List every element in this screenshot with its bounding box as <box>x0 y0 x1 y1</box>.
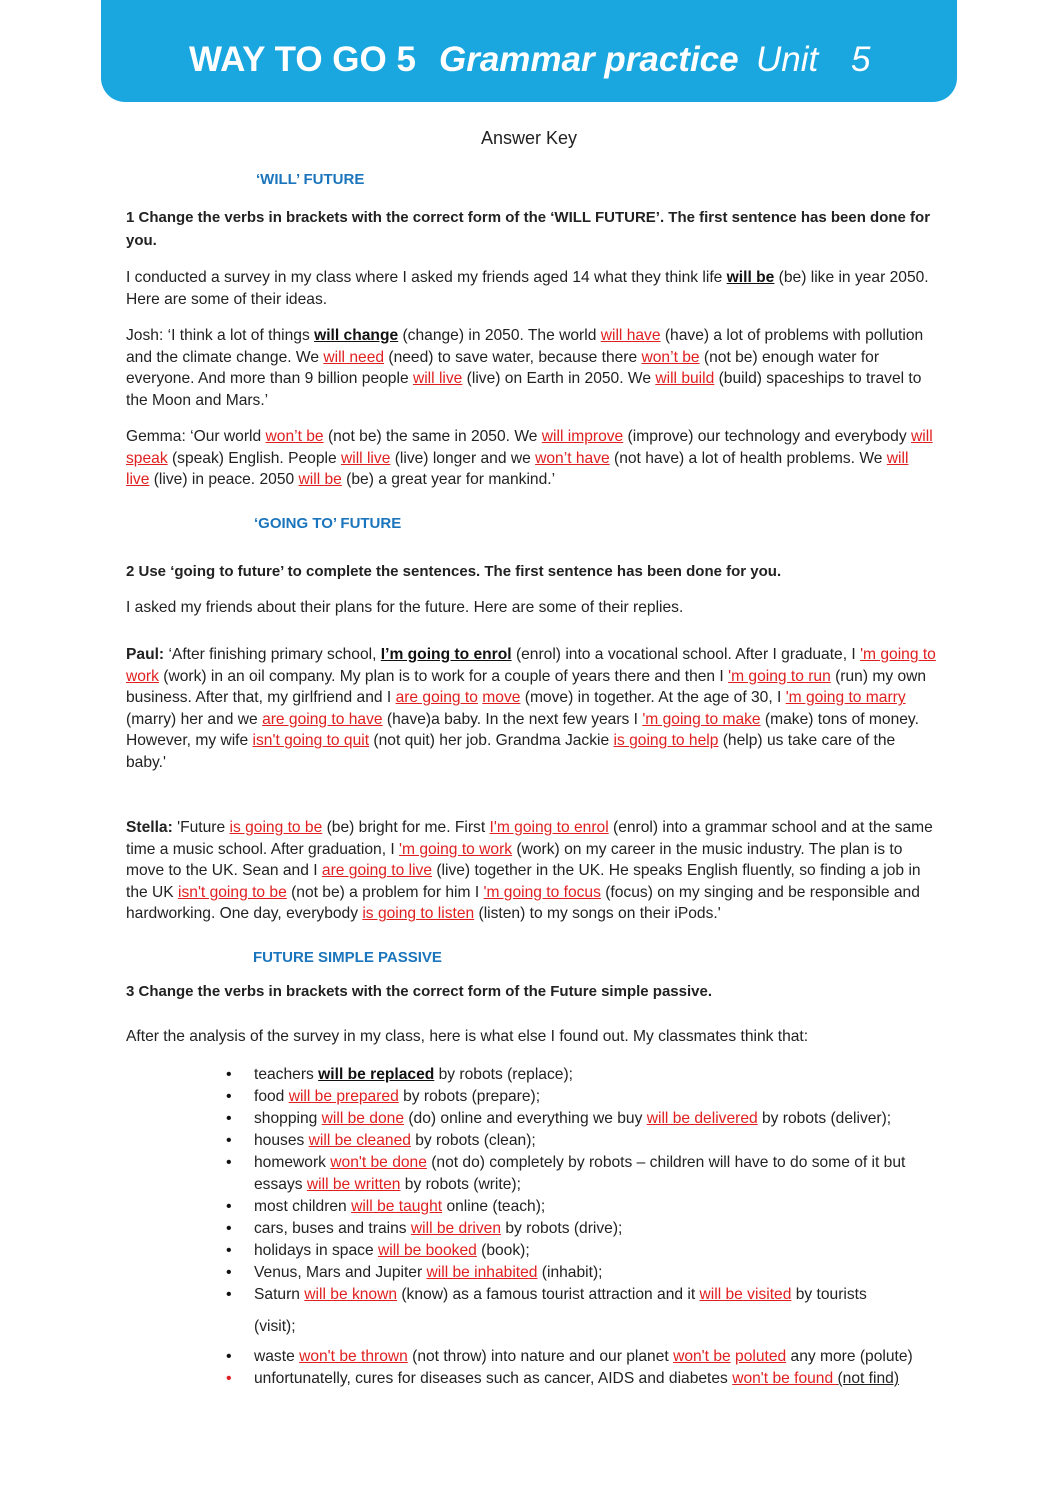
answer: won’t be <box>265 428 324 445</box>
answer: 'm going to marry <box>785 689 906 707</box>
example-answer: I’m going to enrol <box>380 646 512 663</box>
list-item: • houses will be cleaned by robots (clean); <box>226 1130 946 1152</box>
answer: will be delivered <box>646 1110 758 1127</box>
answer: won't be done <box>330 1154 427 1171</box>
answer: 'm going to make <box>642 710 761 728</box>
josh-paragraph: Josh: ‘I think a lot of things will change (change) in 2050. The world will have (have) a lot of problems with pollution and the climate change. We will need (need) to save water, because there won’t be (not be) enough water for everyone. And more than 9 billion people will live (live) on Earth in 2050. We will build (build) spaceships to travel to the Moon and Mars.’ <box>126 327 924 409</box>
list-item: • most children will be taught online (teach); <box>226 1196 946 1218</box>
answer: poluted <box>735 1348 787 1365</box>
list-item: • unfortunatelly, cures for diseases such as cancer, AIDS and diabetes won't be found (not find) <box>226 1368 946 1390</box>
answer: 'm going to work <box>126 646 936 685</box>
header-series-title: WAY TO GO 5 <box>189 40 416 79</box>
answer: will be taught <box>351 1198 443 1215</box>
section1-instruction: 1 Change the verbs in brackets with the correct form of the ‘WILL FUTURE’. The first sentence has been done for you. <box>126 209 931 249</box>
answer: 'm going to run <box>728 667 831 685</box>
list-item: • holidays in space will be booked (book); <box>226 1240 946 1262</box>
section2-intro: I asked my friends about their plans for the future. Here are some of their replies. <box>126 599 684 616</box>
answer: will build <box>655 370 715 388</box>
header-unit-number: 5 <box>851 40 871 79</box>
speaker-name: Stella: <box>126 819 173 836</box>
answer: will need <box>323 348 385 366</box>
answer: will live <box>412 370 463 388</box>
answer: will live <box>126 449 909 489</box>
paul-paragraph: Paul: ‘After finishing primary school, I’m going to enrol (enrol) into a vocational school. After I graduate, I 'm going to work (work) in an oil company. My plan is to work for a couple of years there and then I 'm going to run (run) my own business. After that, my girlfriend and I are going to move (move) in together. At the age of 30, I 'm going to marry (marry) her and we are going to have (have)a baby. In the next few years I 'm going to make (make) tons of money. However, my wife isn't going to quit (not quit) her job. Grandma Jackie is going to help (help) us take care of the baby.' <box>126 646 936 771</box>
answer: are going to <box>395 689 478 707</box>
answer: won't be <box>673 1348 731 1365</box>
answer: will speak <box>126 428 933 467</box>
answer: won't be found <box>732 1370 838 1387</box>
header-unit-label: Unit <box>756 40 819 79</box>
section2-instruction: 2 Use ‘going to future’ to complete the sentences. The first sentence has been done for you. <box>126 563 782 580</box>
answer: will be written <box>306 1176 401 1193</box>
answer: I'm going to enrol <box>489 819 609 836</box>
answer: are going to have <box>262 710 383 728</box>
example-answer: will be <box>726 269 775 286</box>
list-item: • cars, buses and trains will be driven by robots (drive); <box>226 1218 946 1240</box>
answer: will be booked <box>377 1242 477 1259</box>
list-item: • food will be prepared by robots (prepare); <box>226 1086 946 1108</box>
answer: 'm going to focus <box>483 883 601 901</box>
section1-heading: ‘WILL’ FUTURE <box>256 171 365 188</box>
header-banner <box>101 0 957 102</box>
answer: will live <box>340 449 391 467</box>
answer: will be visited <box>699 1286 792 1303</box>
list-item: • teachers will be replaced by robots (replace); <box>226 1064 946 1086</box>
list-item: • shopping will be done (do) online and everything we buy will be delivered by robots (deliver); <box>226 1108 946 1130</box>
list-item: • Saturn will be known (know) as a famous tourist attraction and it will be visited by tourists (visit); <box>226 1284 946 1338</box>
answer: is going to be <box>229 819 323 836</box>
answer: won't be thrown <box>299 1348 408 1365</box>
answer: are going to live <box>321 862 432 880</box>
answer: isn't going to be <box>178 883 287 901</box>
section3-intro: After the analysis of the survey in my class, here is what else I found out. My classmates think that: <box>126 1028 809 1045</box>
answer: will be done <box>321 1110 404 1127</box>
answer: move <box>482 689 521 707</box>
example-answer: will change <box>314 327 399 344</box>
list-item: • Venus, Mars and Jupiter will be inhabited (inhabit); <box>226 1262 946 1284</box>
answer: 'm going to work <box>399 840 513 858</box>
answer: will improve <box>541 428 624 445</box>
answer: will be cleaned <box>308 1132 411 1149</box>
passive-answers-list <box>226 1064 946 1390</box>
answer: will be driven <box>410 1220 502 1237</box>
answer: won’t have <box>535 449 610 467</box>
answer: is going to listen <box>362 905 475 923</box>
answer: will be known <box>304 1286 398 1303</box>
gemma-paragraph: Gemma: ‘Our world won’t be (not be) the same in 2050. We will improve (improve) our technology and everybody will speak (speak) English. People will live (live) longer and we won’t have (not have) a lot of health problems. We will live (live) in peace. 2050 will be (be) a great year for mankind.’ <box>126 428 933 489</box>
stella-paragraph: Stella: 'Future is going to be (be) bright for me. First I'm going to enrol (enrol) into a grammar school and at the same time a music school. After graduation, I 'm going to work (work) on my career in the music industry. The plan is to move to the UK. Sean and I are going to live (live) together in the UK. He speaks English fluently, so finding a job in the UK isn't going to be (not be) a problem for him I 'm going to focus (focus) on my singing and be responsible and hardworking. One day, everybody is going to listen (listen) to my songs on their iPods.' <box>126 819 933 923</box>
section3-heading: FUTURE SIMPLE PASSIVE <box>253 949 442 966</box>
example-answer: will be replaced <box>318 1066 435 1083</box>
answer: is going to help <box>613 732 719 750</box>
verb-hint: (not find) <box>837 1370 900 1387</box>
speaker-name: Paul: <box>126 646 165 663</box>
answer: won’t be <box>641 348 700 366</box>
answer-key-title: Answer Key <box>480 128 578 148</box>
section3-instruction: 3 Change the verbs in brackets with the correct form of the Future simple passive. <box>126 983 712 1000</box>
answer: will be inhabited <box>426 1264 538 1281</box>
section2-heading: ‘GOING TO’ FUTURE <box>254 515 402 532</box>
answer: isn't going to quit <box>252 732 370 750</box>
answer: will have <box>600 327 661 344</box>
answer: will be <box>298 471 342 489</box>
header-subject: Grammar practice <box>439 40 739 79</box>
list-item: • waste won't be thrown (not throw) into nature and our planet won't be poluted any more (polute) <box>226 1346 946 1368</box>
section1-intro: I conducted a survey in my class where I asked my friends aged 14 what they think life will be (be) like in year 2050. Here are some of their ideas. <box>126 269 929 308</box>
answer: will be prepared <box>288 1088 399 1105</box>
list-item: • homework won't be done (not do) completely by robots – children will have to do some of it but essays will be written by robots (write); <box>226 1152 946 1196</box>
